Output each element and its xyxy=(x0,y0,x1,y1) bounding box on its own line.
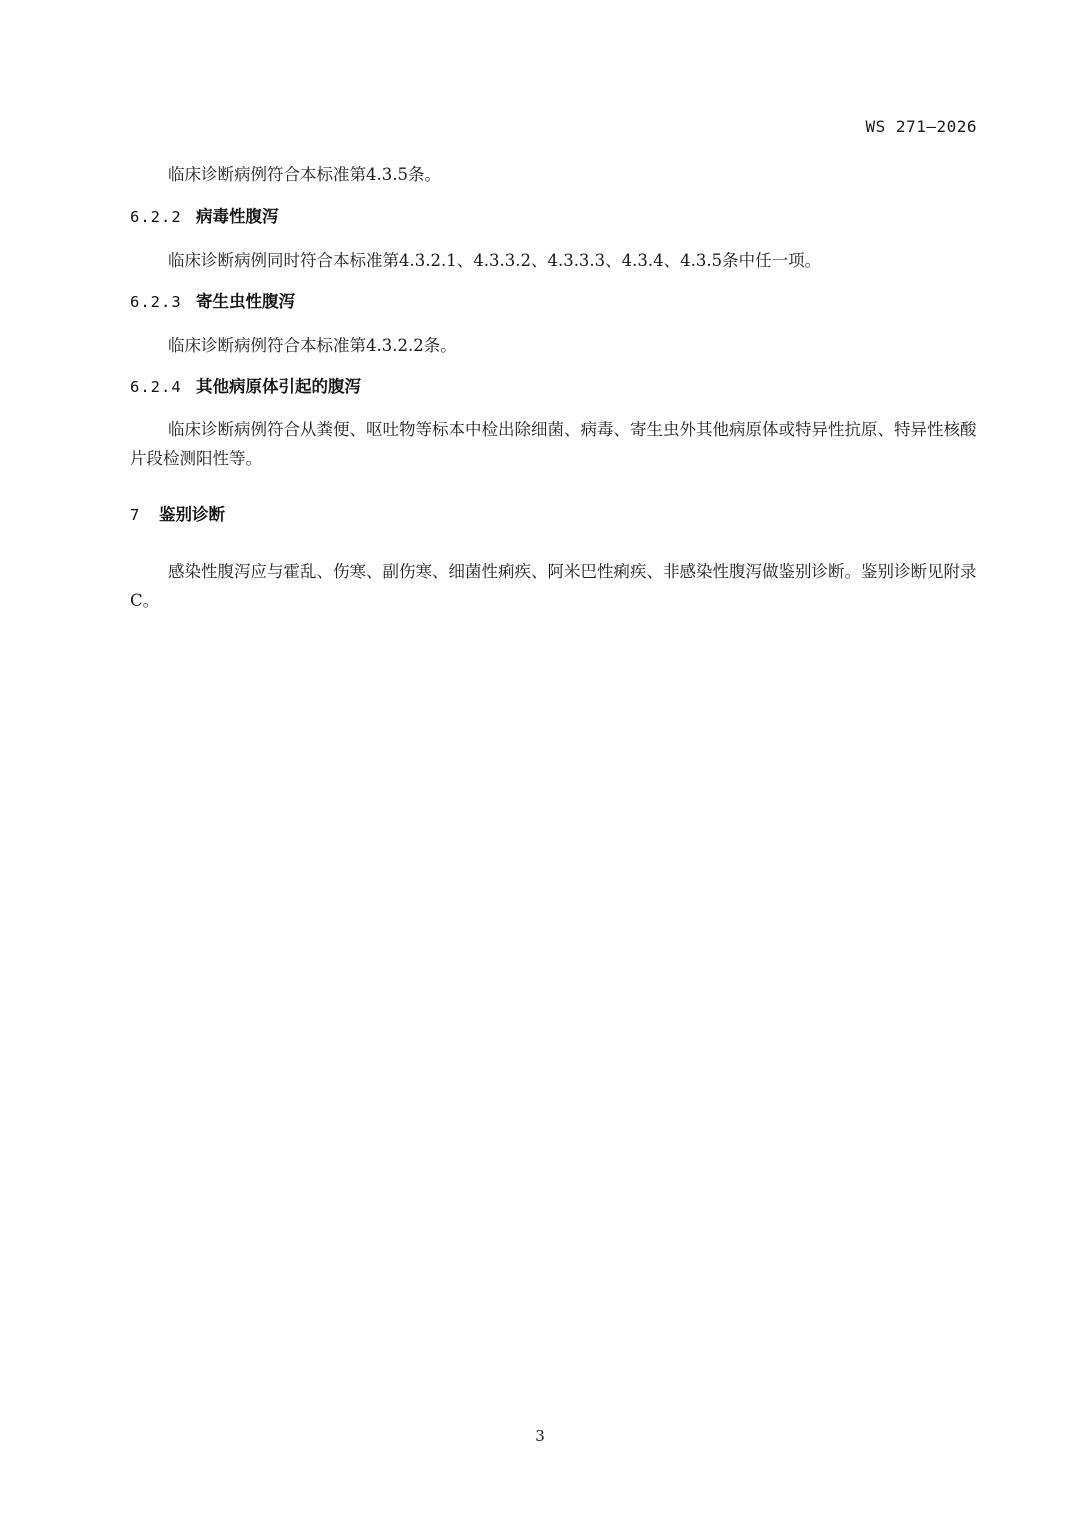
chapter-number: 7 xyxy=(130,506,141,524)
paragraph-6-2-1-body: 临床诊断病例符合本标准第4.3.5条。 xyxy=(168,165,441,184)
paragraph-7-body: 感染性腹泻应与霍乱、伤寒、副伤寒、细菌性痢疾、阿米巴性痢疾、非感染性腹泻做鉴别诊断。鉴别诊断见附录C。 xyxy=(130,562,977,610)
paragraph-6-2-4-body: 临床诊断病例符合从粪便、呕吐物等标本中检出除细菌、病毒、寄生虫外其他病原体或特异性抗原、特异性核酸片段检测阳性等。 xyxy=(130,420,977,468)
section-title: 病毒性腹泻 xyxy=(196,207,279,226)
section-heading-6-2-4 xyxy=(130,375,361,399)
section-title: 其他病原体引起的腹泻 xyxy=(196,377,361,396)
page-number: 3 xyxy=(535,1427,545,1445)
section-number: 6.2.4 xyxy=(130,378,182,396)
paragraph-6-2-3-body: 临床诊断病例符合本标准第4.3.2.2条。 xyxy=(168,336,457,355)
chapter-title: 鉴别诊断 xyxy=(159,505,225,524)
section-title: 寄生虫性腹泻 xyxy=(196,292,295,311)
chapter-heading-7 xyxy=(130,503,225,527)
section-number: 6.2.3 xyxy=(130,293,182,311)
section-heading-6-2-3 xyxy=(130,290,295,314)
paragraph-6-2-2-body: 临床诊断病例同时符合本标准第4.3.2.1、4.3.3.2、4.3.3.3、4.3.4、4.3.5条中任一项。 xyxy=(168,251,822,270)
section-number: 6.2.2 xyxy=(130,208,182,226)
document-code: WS 271—2026 xyxy=(865,117,977,136)
section-heading-6-2-2 xyxy=(130,205,279,229)
